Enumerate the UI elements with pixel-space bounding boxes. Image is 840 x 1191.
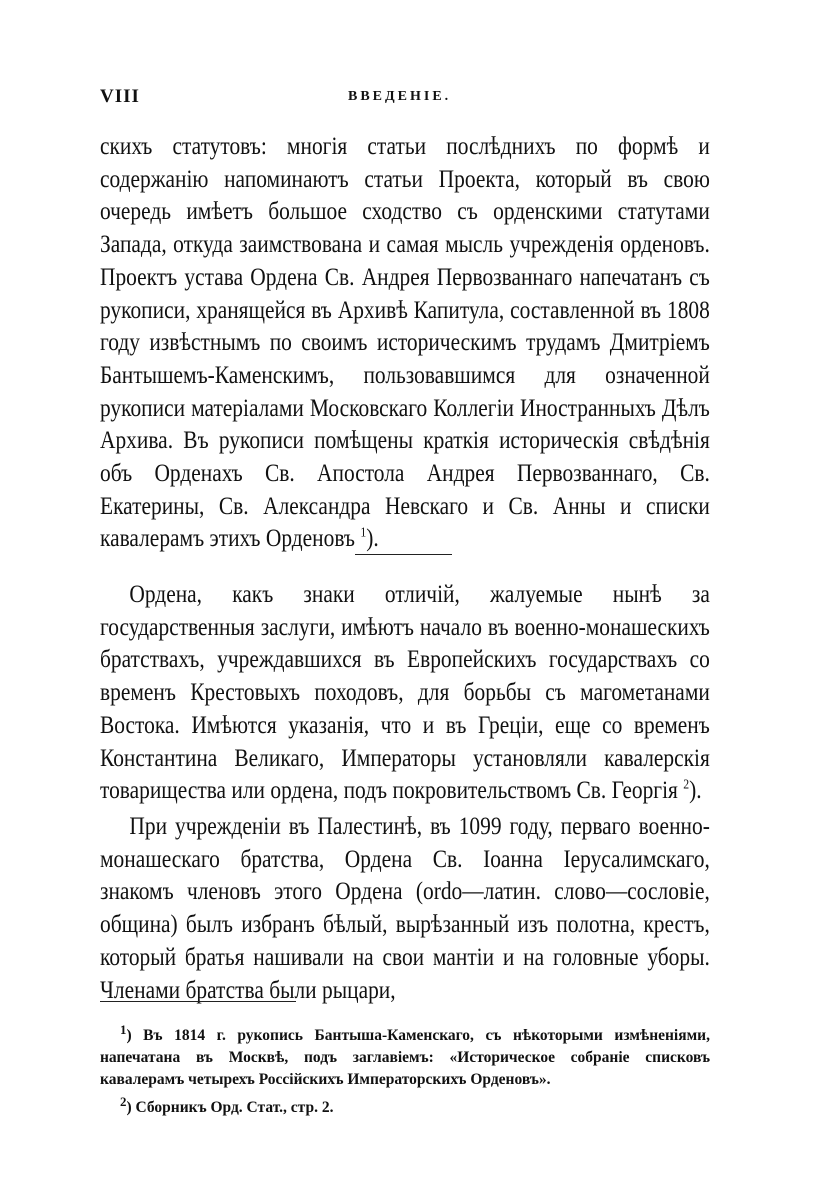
footnote-1-text: ) Въ 1814 г. рукопись Бантыша-Каменскаго, съ нѣкоторыми измѣненіями, напечатана въ Москвѣ, подъ заглавіемъ: «Историческое собраніе списковъ кавалерамъ четырехъ Россійскихъ Императорскихъ Орденовъ».: [100, 1027, 710, 1089]
footnote-rule: [100, 1001, 296, 1002]
paragraph-text: При учрежденіи въ Палестинѣ, въ 1099 году, перваго военно-монашескаго братства, Ордена Св. Іоанна Іерусалимскаго, знакомъ членовъ этого Ордена (ordo—латин. слово—сословіе, община) былъ избранъ бѣлый, вырѣзанный изъ полотна, крестъ, который братья нашивали на свои мантіи и на головные уборы. Членами братства были рыцари,: [100, 811, 710, 1004]
footnote-2-text: ) Сборникъ Орд. Стат., стр. 2.: [126, 1099, 334, 1117]
footnote-1: [100, 1019, 710, 1091]
footnotes: [100, 1019, 710, 1119]
paragraph-orders-origin: [100, 578, 710, 807]
footnote-2: [100, 1091, 710, 1119]
footnote-1-marker: 1: [120, 1022, 127, 1037]
running-title: ВВЕДЕНІЕ.: [348, 89, 452, 104]
paragraph-text: скихъ статутовъ: многія статьи послѣднихъ по формѣ и содержанію напоминаютъ статьи Проекта, который въ свою очередь имѣетъ большое сходство съ орденскими статутами Запада, откуда заимствована и самая мысль учрежденія орденовъ. Проектъ устава Ордена Св. Андрея Первозваннаго напечатанъ съ рукописи, хранящейся въ Архивѣ Капитула, составленной въ 1808 году извѣстнымъ по своимъ историческимъ трудамъ Дмитріемъ Бантышемъ-Каменскимъ, пользовавшимся для означенной рукописи матеріалами Московскаго Коллегіи Иностранныхъ Дѣлъ Архива. Въ рукописи помѣщены краткія историческія свѣдѣнія объ Орденахъ Св. Апостола Андрея Первозваннаго, Св. Екатерины, Св. Александра Невскаго и Св. Анны и списки кавалерамъ этихъ Орденовъ: [100, 131, 710, 553]
footnote-2-marker: 2: [120, 1094, 127, 1110]
paragraph-tail: ).: [366, 523, 379, 553]
footnote-ref-1: 1: [360, 525, 367, 541]
paragraph-text: Ордена, какъ знаки отличій, жалуемые нынѣ за государственныя заслуги, имѣютъ начало въ военно-монашескихъ братствахъ, учреждавшихся въ Европейскихъ государствахъ со временъ Крестовыхъ походовъ, для борьбы съ магометанами Востока. Имѣются указанія, что и въ Греціи, еще со временъ Константина Великаго, Императоры установляли кавалерскія товарищества или ордена, подъ покровительствомъ Св. Георгія: [100, 579, 710, 805]
running-head: [100, 86, 710, 110]
section-divider: [355, 554, 452, 555]
paragraph-continuation: [100, 130, 710, 555]
paragraph-order-st-john: [100, 810, 710, 1006]
footnote-ref-2: 2: [683, 777, 690, 793]
paragraph-tail: ).: [689, 775, 702, 805]
page-number: VIII: [100, 86, 140, 107]
